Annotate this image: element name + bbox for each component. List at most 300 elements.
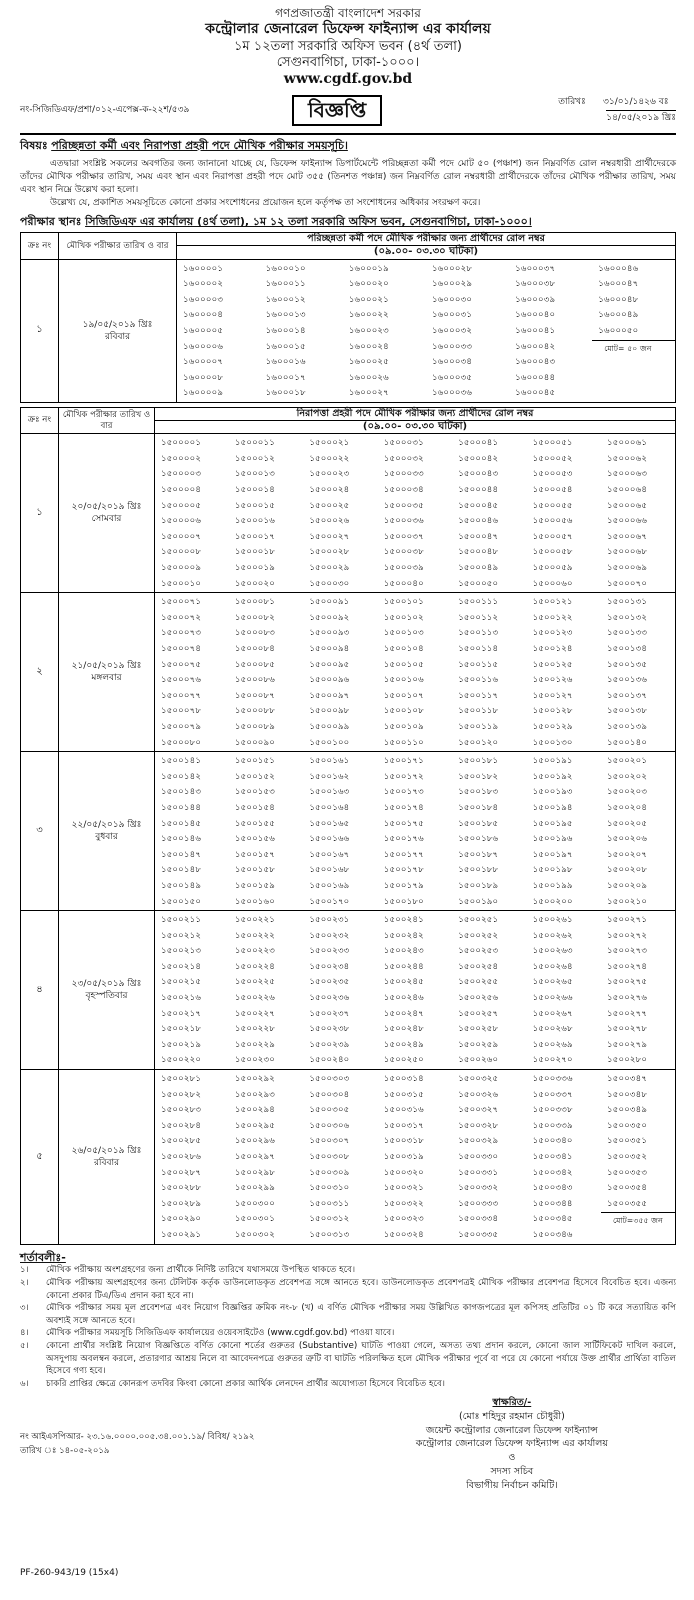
roll-number: ১৫০০২৩১ bbox=[309, 915, 350, 926]
roll-number: ১৫০০২৪১ bbox=[383, 915, 424, 926]
roll-number: ১৫০০২১৪ bbox=[161, 961, 202, 972]
roll-number: ১৬০০০৩৭ bbox=[515, 263, 556, 274]
roll-number: ১৫০০২৯৯ bbox=[234, 1183, 275, 1194]
roll-number: ১৫০০১১৮ bbox=[458, 706, 499, 717]
roll-number: ১৫০০০১৫ bbox=[234, 500, 275, 511]
roll-number: ১৫০০১০৭ bbox=[383, 690, 424, 701]
roll-number: ১৫০০০৫৪ bbox=[532, 485, 573, 496]
roll-number: ১৫০০১৯৬ bbox=[532, 834, 573, 845]
roll-number: ১৫০০২১১ bbox=[161, 915, 202, 926]
roll-number: ১৫০০১৯৪ bbox=[532, 802, 573, 813]
roll-number: ১৫০০২৮৮ bbox=[161, 1183, 202, 1194]
roll-number: ১৫০০২৯৫ bbox=[234, 1120, 275, 1131]
roll-number: ১৫০০১৫৮ bbox=[234, 865, 275, 876]
date-bangla: ৩১/০১/১৪২৬ বঃ bbox=[603, 96, 669, 107]
roll-number: ১৫০০০৯৩ bbox=[309, 628, 350, 639]
roll-number: ১৫০০২৫৮ bbox=[458, 1024, 499, 1035]
condition-text: মৌখিক পরীক্ষার সময়সূচি সিজিডিএফ কার্যালয়ের ওয়েবসাইটেও (www.cgdf.gov.bd) পাওয়া যাবে। bbox=[46, 1328, 395, 1339]
roll-number: ১৫০০০২৮ bbox=[309, 547, 350, 558]
roll-number: ১৫০০০৯৫ bbox=[309, 659, 350, 670]
roll-column bbox=[229, 911, 303, 1070]
roll-column bbox=[527, 911, 601, 1070]
roll-number: ১৫০০১১২ bbox=[458, 612, 499, 623]
roll-number: ১৫০০২৩৭ bbox=[309, 1008, 350, 1019]
roll-number: ১৫০০৩৩৩ bbox=[458, 1198, 499, 1209]
roll-column bbox=[229, 752, 303, 911]
roll-number: ১৬০০০৩৩ bbox=[431, 341, 473, 352]
signatory-title-1: জয়েন্ট কন্ট্রোলার জেনারেল ডিফেন্স ফাইন্যান্স bbox=[425, 1424, 598, 1436]
roll-number: ১৫০০১৩৩ bbox=[607, 628, 648, 639]
roll-number: ১৫০০১০৮ bbox=[383, 706, 424, 717]
roll-number: ১৫০০২২৮ bbox=[234, 1024, 275, 1035]
roll-number: ১৫০০৩১৫ bbox=[383, 1089, 424, 1100]
condition-item bbox=[20, 1340, 676, 1378]
roll-column bbox=[378, 434, 452, 593]
roll-number: ১৫০০০৬৮ bbox=[607, 547, 648, 558]
roll-number: ১৫০০০৬৪ bbox=[607, 485, 648, 496]
roll-number: ১৫০০১১৪ bbox=[458, 644, 499, 654]
row-date bbox=[59, 434, 155, 593]
roll-number: ১৫০০২৫১ bbox=[458, 915, 499, 926]
roll-number: ১৫০০১৯০ bbox=[458, 896, 499, 907]
conditions-title: শর্তাবলীঃ- bbox=[20, 1250, 66, 1264]
roll-number: ১৫০০১৮৩ bbox=[458, 787, 499, 798]
roll-number: ১৫০০০০৭ bbox=[161, 531, 202, 542]
roll-number: ১৫০০২৭৬ bbox=[607, 993, 648, 1004]
roll-number: ১৫০০২০১ bbox=[607, 756, 648, 767]
roll-number: ১৫০০০৯৭ bbox=[309, 690, 350, 701]
roll-number: ১৫০০০৫৫ bbox=[532, 500, 573, 511]
roll-number: ১৫০০০০২ bbox=[161, 453, 202, 464]
notice-date bbox=[558, 95, 676, 126]
roll-number: ১৫০০৩৩৮ bbox=[532, 1105, 573, 1116]
total-count: মোট= ৫০ জন bbox=[592, 340, 675, 357]
roll-number: ১৬০০০০২ bbox=[183, 279, 224, 290]
roll-number: ১৬০০০৪১ bbox=[515, 325, 556, 336]
office-website: www.cgdf.gov.bd bbox=[283, 71, 413, 87]
roll-number: ১৫০০২৩৫ bbox=[309, 977, 350, 988]
roll-number: ১৫০০০৩৯ bbox=[383, 563, 424, 574]
roll-column bbox=[229, 593, 303, 752]
roll-number: ১৫০০০৪১ bbox=[458, 438, 499, 449]
roll-number: ১৫০০৩০৯ bbox=[309, 1167, 350, 1178]
office-header bbox=[20, 6, 676, 89]
roll-number: ১৬০০০৩১ bbox=[431, 310, 473, 321]
roll-number: ১৫০০২৫৫ bbox=[458, 977, 499, 988]
roll-number: ১৫০০৩৪৬ bbox=[532, 1229, 573, 1240]
roll-column bbox=[452, 434, 526, 593]
condition-text: কোনো প্রার্থীর সংশ্লিষ্ট নিয়োগ বিজ্ঞপ্তিতে বর্ণিত কোনো শর্তের গুরুতর (Substantive) ঘাটতি পাওয়া গেলে, অসত্য তথ্য প্রদান করলে, কোনো জাল সার্টিফিকেট দাখিল করলে, অসদুপায় অবলম্বন করলে, প্রতারণার আশ্রয় নিলে বা আবেদনপত্রে গুরুতর ত্রুটি বা ঘাটতি পরিলক্ষিত হলে মৌখিক পরীক্ষার পূর্বে বা পরে যে কোনো পর্যায়ে উক্ত প্রার্থীর প্রার্থিতা বাতিল হিসেবে গণ্য হবে। bbox=[46, 1340, 676, 1377]
roll-column bbox=[155, 911, 229, 1070]
roll-number: ১৫০০০৫৯ bbox=[532, 563, 573, 574]
roll-number: ১৫০০১২৬ bbox=[532, 675, 573, 686]
roll-number: ১৫০০১১৬ bbox=[458, 675, 499, 686]
roll-number: ১৫০০০২৩ bbox=[309, 469, 350, 480]
table-row bbox=[21, 593, 676, 752]
roll-number: ১৫০০২৩৯ bbox=[309, 1039, 350, 1050]
roll-number: ১৫০০৩৩৭ bbox=[532, 1089, 573, 1100]
memo-number: নং-সিজিডিএফ/প্রশা/০১২-এপেক্স-ক-২২শ/৫৩৯ bbox=[20, 104, 190, 115]
roll-number: ১৫০০১৩৫ bbox=[607, 659, 648, 670]
roll-number: ১৫০০০২৫ bbox=[309, 500, 350, 511]
roll-number: ১৫০০৩৩৪ bbox=[458, 1214, 499, 1225]
roll-number: ১৫০০০৩৩ bbox=[383, 469, 424, 480]
roll-number: ১৫০০১০৯ bbox=[383, 721, 424, 732]
roll-number: ১৫০০২৭৭ bbox=[607, 1008, 648, 1019]
roll-number: ১৫০০৩২১ bbox=[383, 1183, 424, 1194]
roll-number: ১৫০০১৫৭ bbox=[234, 849, 275, 860]
roll-column bbox=[601, 593, 675, 752]
roll-number: ১৫০০০২৪ bbox=[309, 485, 350, 496]
roll-number: ১৫০০২৬৩ bbox=[532, 946, 573, 957]
roll-column bbox=[601, 434, 675, 593]
roll-number: ১৫০০০৩৮ bbox=[383, 547, 424, 558]
roll-number: ১৫০০২৭১ bbox=[607, 915, 648, 926]
roll-number: ১৫০০১৫৪ bbox=[234, 802, 275, 813]
roll-number: ১৫০০২৪৩ bbox=[383, 946, 424, 957]
roll-number: ১৫০০২২৪ bbox=[234, 961, 275, 972]
roll-number: ১৫০০১৪২ bbox=[161, 771, 202, 782]
table-row bbox=[21, 434, 676, 593]
row-serial: ৩ bbox=[21, 752, 59, 911]
roll-number: ১৫০০৩৪৫ bbox=[532, 1214, 573, 1225]
roll-number: ১৫০০৩৫৪ bbox=[607, 1183, 648, 1194]
roll-number: ১৫০০২২২ bbox=[234, 930, 275, 941]
roll-number: ১৫০০২৬৭ bbox=[532, 1008, 573, 1019]
roll-number: ১৫০০২১৯ bbox=[161, 1039, 202, 1050]
roll-number: ১৫০০২০৬ bbox=[607, 834, 648, 845]
roll-number: ১৫০০২৮৬ bbox=[161, 1152, 202, 1162]
condition-text: মৌখিক পরীক্ষায় অংশগ্রহণের জন্য প্রার্থীকে নির্দিষ্ট তারিখে যথাসময়ে উপস্থিত থাকতে হবে। bbox=[46, 1265, 356, 1276]
condition-number: ১। bbox=[20, 1265, 29, 1276]
roll-number: ১৫০০০৭৩ bbox=[161, 628, 202, 639]
roll-number: ১৫০০৩৪৪ bbox=[532, 1198, 573, 1209]
roll-number: ১৬০০০৪৬ bbox=[598, 263, 639, 274]
signatory-name: (মোঃ শহিদুর রহমান চৌধুরী) bbox=[458, 1410, 565, 1422]
roll-number: ১৫০০২৯৬ bbox=[234, 1136, 275, 1147]
roll-number: ১৬০০০৪৯ bbox=[598, 310, 639, 321]
roll-number: ১৫০০০২৭ bbox=[309, 531, 350, 542]
roll-number: ১৫০০০১৪ bbox=[234, 485, 275, 496]
roll-number: ১৫০০১৫১ bbox=[234, 756, 275, 767]
roll-number: ১৫০০২৪০ bbox=[309, 1055, 350, 1066]
roll-number: ১৫০০৩৪২ bbox=[532, 1167, 573, 1178]
table-row bbox=[21, 1070, 676, 1245]
roll-number: ১৫০০২৮১ bbox=[161, 1074, 202, 1085]
roll-number: ১৫০০১৩৮ bbox=[607, 706, 648, 717]
roll-number: ১৫০০০০১ bbox=[161, 438, 202, 449]
roll-number: ১৫০০০৩৫ bbox=[383, 500, 424, 511]
roll-number: ১৫০০১৫০ bbox=[161, 896, 202, 907]
roll-number: ১৬০০০৪৮ bbox=[598, 294, 639, 305]
roll-number: ১৫০০০৭১ bbox=[161, 597, 202, 608]
roll-number: ১৫০০৩৩৫ bbox=[458, 1229, 499, 1240]
roll-number: ১৫০০০৬১ bbox=[607, 438, 648, 449]
roll-number: ১৫০০৩০৩ bbox=[309, 1074, 350, 1085]
roll-number: ১৬০০০৩৯ bbox=[515, 294, 556, 305]
roll-number: ১৫০০১৭৯ bbox=[383, 880, 424, 891]
roll-number: ১৫০০২৯১ bbox=[161, 1229, 202, 1240]
roll-number: ১৫০০১৯৭ bbox=[532, 849, 573, 860]
roll-number: ১৫০০১২১ bbox=[532, 597, 573, 608]
roll-number: ১৫০০০৯২ bbox=[309, 612, 350, 623]
roll-number: ১৫০০২৪৫ bbox=[383, 977, 424, 988]
table-row bbox=[21, 911, 676, 1070]
intro-paragraph: এতদ্বারা সংশ্লিষ্ট সকলের অবগতির জন্য জানানো যাচ্ছে যে, ডিফেন্স ফাইন্যান্স ডিপার্টমেন্টে পরিচ্ছন্নতা কর্মী পদে মোট ৫০ (পঞ্চাশ) জন নিম্নবর্ণিত রোল নম্বরধারী প্রার্থীদেরকে তাঁদের মৌখিক পরীক্ষার তারিখ, সময় এবং স্থান এবং নিরাপত্তা প্রহরী পদে মোট ৩৫৫ (তিনশত পঞ্চান্ন) জন নিম্নবর্ণিত রোল নম্বরধারী প্রার্থীদেরকে তাঁদের মৌখিক পরীক্ষার তারিখ, সময় এবং স্থান নিম্নে উল্লেখ করা হলো। bbox=[20, 159, 676, 196]
roll-number: ১৫০০২৩৩ bbox=[309, 946, 350, 957]
signed-label: স্বাক্ষরিত/- bbox=[492, 1397, 532, 1408]
roll-number: ১৫০০২৯৩ bbox=[234, 1089, 275, 1100]
table-row bbox=[21, 259, 676, 402]
roll-number: ১৫০০৩২৭ bbox=[458, 1105, 499, 1116]
roll-number: ১৫০০১৭৮ bbox=[383, 865, 424, 876]
roll-number: ১৫০০০৪৪ bbox=[458, 485, 499, 496]
signature-block bbox=[416, 1396, 608, 1492]
exam-date: ১৯/০৫/২০১৯ খ্রিঃ bbox=[82, 319, 153, 330]
roll-number: ১৫০০২৯২ bbox=[234, 1074, 275, 1085]
exam-date: ২২/০৫/২০১৯ খ্রিঃ bbox=[71, 819, 142, 830]
roll-number: ১৫০০৩১০ bbox=[309, 1183, 350, 1194]
roll-column bbox=[155, 434, 229, 593]
roll-number: ১৫০০২২৫ bbox=[234, 977, 275, 988]
roll-number: ১৫০০১৩১ bbox=[607, 597, 648, 608]
roll-number: ১৫০০২৮৫ bbox=[161, 1136, 202, 1147]
roll-number: ১৫০০১৪৬ bbox=[161, 834, 202, 845]
roll-number: ১৫০০২০৭ bbox=[607, 849, 648, 860]
roll-number: ১৫০০৩৫০ bbox=[607, 1120, 648, 1131]
roll-number: ১৬০০০৩৫ bbox=[431, 372, 473, 383]
row-date bbox=[59, 259, 177, 402]
roll-number: ১৫০০৩২৬ bbox=[458, 1089, 499, 1100]
roll-number: ১৫০০১৯৯ bbox=[532, 880, 573, 891]
roll-number: ১৫০০২৯০ bbox=[161, 1214, 202, 1225]
roll-column bbox=[592, 259, 675, 402]
roll-number: ১৫০০০৬৫ bbox=[607, 500, 648, 511]
roll-number: ১৫০০২৬০ bbox=[458, 1055, 499, 1066]
roll-number: ১৫০০১১০ bbox=[383, 737, 424, 748]
roll-number: ১৬০০০১০ bbox=[265, 263, 306, 274]
place-label: পরীক্ষার স্থানঃ bbox=[20, 215, 82, 229]
condition-text: মৌখিক পরীক্ষার সময় মূল প্রবেশপত্র এবং নিয়োগ বিজ্ঞপ্তির ক্রমিক নং-৮ (খ) এ বর্ণিত মৌখিক পরীক্ষার সময় উল্লিখিত কাগজপত্রের মূল কপিসহ প্রতিটির ০১ টি করে সত্যায়িত কপি অবশ্যই সঙ্গে আনতে হবে। bbox=[46, 1303, 676, 1326]
roll-number: ১৫০০২৯৮ bbox=[234, 1167, 275, 1178]
roll-number: ১৬০০০১৭ bbox=[265, 372, 306, 383]
roll-number: ১৫০০৩১২ bbox=[309, 1214, 350, 1225]
roll-column bbox=[378, 911, 452, 1070]
roll-number: ১৫০০৩৩১ bbox=[458, 1167, 499, 1178]
row-date bbox=[59, 1070, 155, 1245]
roll-number: ১৫০০১৫২ bbox=[234, 771, 275, 782]
roll-number: ১৫০০৩০১ bbox=[234, 1214, 275, 1225]
exam-day: মঙ্গলবার bbox=[91, 673, 122, 684]
exam-place bbox=[20, 215, 676, 229]
roll-number: ১৫০০০৯০ bbox=[234, 737, 275, 748]
roll-number: ১৫০০০৮৭ bbox=[234, 690, 275, 701]
roll-number: ১৫০০১৬১ bbox=[309, 756, 350, 767]
roll-number: ১৫০০০৫৮ bbox=[532, 547, 573, 558]
roll-number: ১৫০০১১৯ bbox=[458, 721, 499, 732]
roll-number: ১৫০০২৭৮ bbox=[607, 1024, 648, 1035]
roll-number: ১৬০০০১৬ bbox=[265, 357, 306, 368]
roll-number: ১৫০০০০৫ bbox=[161, 500, 202, 511]
roll-number: ১৫০০১৩০ bbox=[532, 737, 573, 748]
roll-column bbox=[601, 1070, 675, 1245]
govt-name: গণপ্রজাতন্ত্রী বাংলাদেশ সরকার bbox=[275, 6, 421, 20]
roll-number: ১৫০০১৭৩ bbox=[383, 787, 424, 798]
roll-number: ১৫০০০৮৩ bbox=[234, 628, 275, 639]
roll-number: ১৬০০০১৫ bbox=[265, 341, 306, 352]
roll-number: ১৫০০৩১৭ bbox=[383, 1120, 424, 1131]
roll-number: ১৫০০২৭০ bbox=[532, 1055, 573, 1066]
exam-date: ২১/০৫/২০১৯ খ্রিঃ bbox=[71, 661, 142, 672]
roll-number: ১৫০০০২০ bbox=[234, 578, 275, 589]
roll-number: ১৬০০০০৫ bbox=[183, 325, 224, 336]
roll-number: ১৬০০০২২ bbox=[348, 310, 389, 321]
roll-number: ১৫০০০৪৫ bbox=[458, 500, 499, 511]
ispr-number: নং আইএসপিআর- ২৩.১৬.০০০০.০০৫.৩৪.০০১.১৯/ বিবিধ/ ২১৯২ bbox=[20, 1432, 255, 1442]
roll-number: ১৬০০০১৮ bbox=[265, 388, 306, 399]
roll-number: ১৫০০১২২ bbox=[532, 612, 573, 623]
roll-number: ১৫০০২৩২ bbox=[309, 930, 350, 941]
roll-number: ১৫০০১৭৪ bbox=[383, 802, 424, 813]
roll-number: ১৫০০২৪৪ bbox=[383, 961, 424, 972]
roll-number: ১৫০০২৮৪ bbox=[161, 1120, 202, 1131]
roll-number: ১৫০০২২৩ bbox=[234, 946, 275, 957]
roll-number: ১৬০০০২১ bbox=[348, 294, 389, 305]
ispr-memo bbox=[20, 1431, 254, 1458]
roll-number: ১৫০০০০৯ bbox=[161, 563, 202, 574]
roll-number: ১৫০০১৮৬ bbox=[458, 834, 499, 845]
roll-number: ১৫০০০৭২ bbox=[161, 612, 202, 623]
roll-number: ১৬০০০৩৮ bbox=[515, 279, 556, 290]
date-english: ১৪/০৫/২০১৯ খ্রিঃ bbox=[606, 110, 676, 126]
condition-item bbox=[20, 1378, 676, 1391]
roll-number: ১৫০০২২০ bbox=[161, 1055, 202, 1066]
roll-number: ১৫০০২৪৭ bbox=[383, 1008, 424, 1019]
roll-number: ১৫০০২৫২ bbox=[458, 930, 499, 941]
roll-column bbox=[527, 434, 601, 593]
roll-number: ১৫০০০০৩ bbox=[161, 469, 202, 480]
roll-number: ১৫০০০৮০ bbox=[161, 737, 202, 748]
date-label: তারিখঃ bbox=[558, 96, 586, 107]
roll-column bbox=[452, 1070, 526, 1245]
roll-number: ১৫০০২৬৯ bbox=[532, 1039, 573, 1050]
roll-column bbox=[229, 434, 303, 593]
roll-number: ১৫০০২৬১ bbox=[532, 915, 573, 926]
header-title: পরিচ্ছন্নতা কর্মী পদে মৌখিক পরীক্ষার জন্য প্রার্থীদের রোল নম্বর bbox=[177, 233, 676, 246]
roll-number: ১৫০০১৮৫ bbox=[458, 818, 499, 829]
roll-number: ১৫০০২৩৪ bbox=[309, 961, 350, 972]
roll-column bbox=[343, 259, 426, 402]
roll-number: ১৫০০২৭৪ bbox=[607, 961, 648, 972]
conditions-list bbox=[20, 1264, 676, 1390]
condition-item bbox=[20, 1327, 676, 1340]
header-serial: ক্রঃ নং bbox=[21, 233, 59, 259]
roll-number: ১৫০০১৫৫ bbox=[234, 818, 275, 829]
roll-number: ১৫০০০০৬ bbox=[161, 516, 202, 527]
roll-number: ১৬০০০২৯ bbox=[431, 279, 473, 290]
roll-number: ১৫০০১৩৬ bbox=[607, 675, 648, 686]
office-address: সেগুনবাগিচা, ঢাকা-১০০০। bbox=[276, 54, 420, 70]
roll-number: ১৫০০১১৩ bbox=[458, 628, 499, 639]
exam-day: রবিবার bbox=[93, 1157, 120, 1168]
roll-column bbox=[452, 911, 526, 1070]
roll-number: ১৫০০০৮৯ bbox=[234, 721, 275, 732]
roll-number: ১৫০০০৭৫ bbox=[161, 659, 202, 670]
roll-column bbox=[378, 752, 452, 911]
roll-number: ১৫০০০৭৪ bbox=[161, 644, 202, 654]
roll-number: ১৫০০০৪৯ bbox=[458, 563, 499, 574]
roll-number: ১৫০০২০৫ bbox=[607, 818, 648, 829]
row-date bbox=[59, 911, 155, 1070]
roll-number: ১৬০০০৪২ bbox=[515, 341, 556, 352]
roll-number: ১৫০০২৯৪ bbox=[234, 1105, 275, 1116]
roll-column bbox=[378, 1070, 452, 1245]
roll-column bbox=[527, 1070, 601, 1245]
condition-number: ৩। bbox=[20, 1303, 29, 1314]
roll-number: ১৫০০৩৫২ bbox=[607, 1152, 648, 1162]
roll-number: ১৬০০০০৮ bbox=[183, 372, 224, 383]
roll-number: ১৫০০৩০৬ bbox=[309, 1120, 350, 1131]
roll-number: ১৫০০২০৩ bbox=[607, 787, 648, 798]
roll-number: ১৫০০৩২২ bbox=[383, 1198, 424, 1209]
roll-number: ১৬০০০১৩ bbox=[265, 310, 306, 321]
row-serial: ২ bbox=[21, 593, 59, 752]
roll-number: ১৬০০০৪৭ bbox=[598, 279, 639, 290]
signatory-and: ও bbox=[508, 1452, 516, 1464]
roll-number: ১৫০০১০২ bbox=[383, 612, 424, 623]
roll-number: ১৫০০২৩৬ bbox=[309, 993, 350, 1004]
roll-number: ১৫০০৩১৪ bbox=[383, 1074, 424, 1085]
cleaner-schedule-table bbox=[20, 232, 676, 403]
roll-number: ১৫০০১২৩ bbox=[532, 628, 573, 639]
signatory-title-2: কন্ট্রোলার জেনারেল ডিফেন্স ফাইন্যান্স এর কার্যালয় bbox=[415, 1438, 608, 1450]
roll-number: ১৫০০৩৫৩ bbox=[607, 1167, 648, 1178]
roll-number: ১৫০০২০৮ bbox=[607, 865, 648, 876]
roll-number: ১৬০০০৩৬ bbox=[431, 388, 473, 399]
roll-number: ১৫০০০৩২ bbox=[383, 453, 424, 464]
roll-number: ১৫০০২৬৬ bbox=[532, 993, 573, 1004]
roll-number: ১৫০০০৪৮ bbox=[458, 547, 499, 558]
roll-number: ১৫০০১৬৪ bbox=[309, 802, 350, 813]
roll-number: ১৬০০০১২ bbox=[265, 294, 306, 305]
roll-number: ১৫০০০২৬ bbox=[309, 516, 350, 527]
roll-number: ১৫০০৩২০ bbox=[383, 1167, 424, 1178]
roll-number: ১৫০০২৮২ bbox=[161, 1089, 202, 1100]
roll-number: ১৫০০০৫৭ bbox=[532, 531, 573, 542]
roll-number: ১৫০০৩১১ bbox=[309, 1198, 350, 1209]
roll-number: ১৫০০২০৪ bbox=[607, 802, 648, 813]
subject-text: পরিচ্ছন্নতা কর্মী এবং নিরাপত্তা প্রহরী পদে মৌখিক পরীক্ষার সময়সূচি। bbox=[51, 138, 348, 152]
roll-column bbox=[260, 259, 343, 402]
roll-number: ১৫০০০৮৬ bbox=[234, 675, 275, 686]
roll-number: ১৫০০১৪৯ bbox=[161, 880, 202, 891]
roll-number: ১৫০০১০১ bbox=[383, 597, 424, 608]
roll-number: ১৫০০১৪১ bbox=[161, 756, 202, 767]
roll-number: ১৫০০১৮৭ bbox=[458, 849, 499, 860]
row-serial: ৪ bbox=[21, 911, 59, 1070]
roll-number: ১৫০০০৪৭ bbox=[458, 531, 499, 542]
roll-number: ১৫০০২৪৮ bbox=[383, 1024, 424, 1035]
roll-number: ১৫০০০২২ bbox=[309, 453, 350, 464]
table-header-row bbox=[21, 407, 676, 420]
row-serial: ১ bbox=[21, 434, 59, 593]
roll-number: ১৫০০২৩০ bbox=[234, 1055, 275, 1066]
roll-number: ১৫০০০২৯ bbox=[309, 563, 350, 574]
row-date bbox=[59, 752, 155, 911]
roll-number: ১৬০০০২৩ bbox=[348, 325, 389, 336]
roll-number: ১৫০০০০৮ bbox=[161, 547, 202, 558]
roll-number: ১৬০০০১৯ bbox=[348, 263, 389, 274]
